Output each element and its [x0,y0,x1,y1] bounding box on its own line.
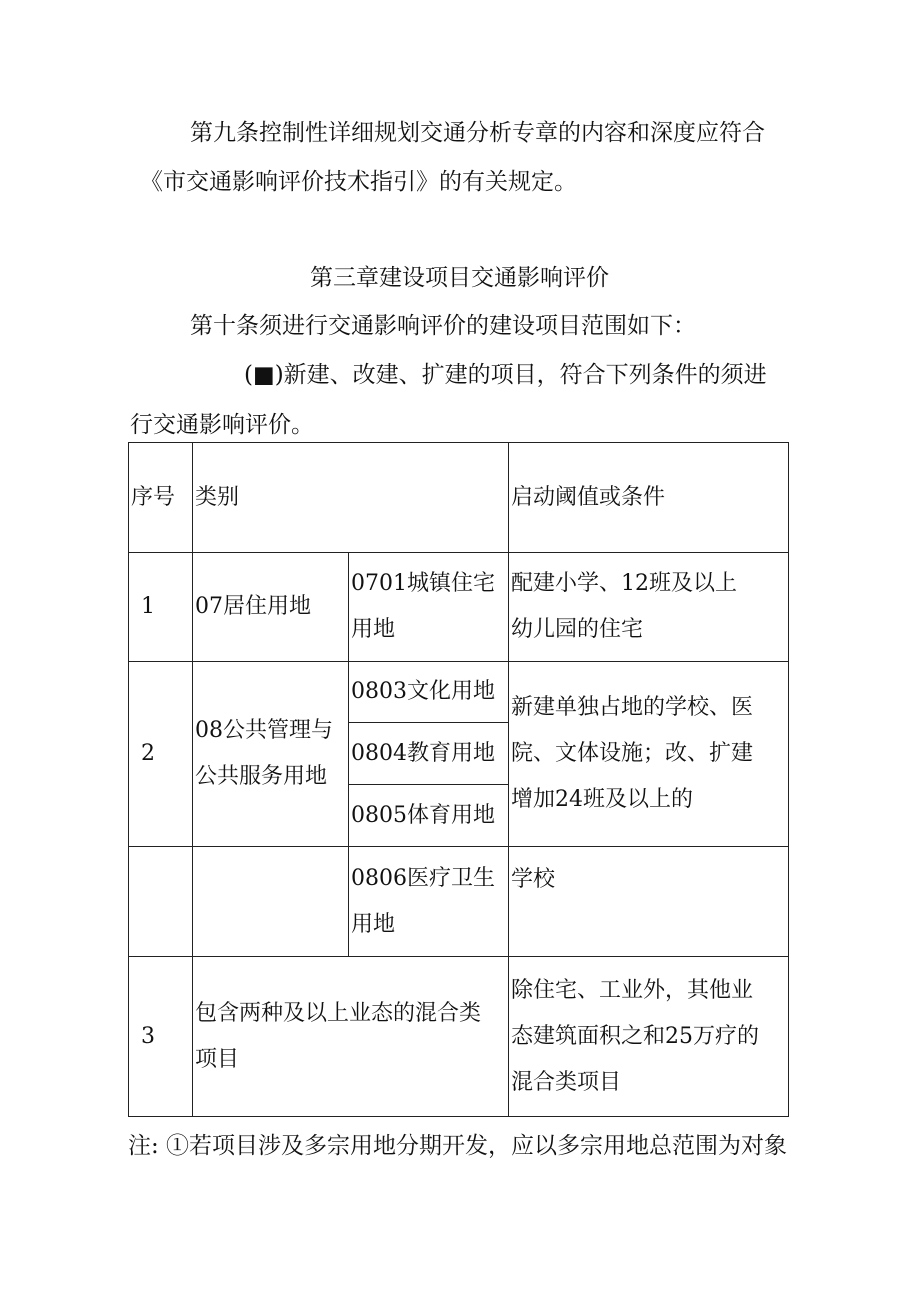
row3-condition [509,957,789,1117]
row1-sub [349,553,509,662]
article9-line1: 第九条控制性详细规划交通分析专章的内容和深度应符合 [190,120,765,146]
row1-condition [509,553,789,662]
chapter-title: 第三章建设项目交通影响评价 [310,265,609,291]
row1-category: 07居住用地 [193,553,349,662]
clause1-line1: (■)新建、改建、扩建的项目，符合下列条件的须进 [244,362,767,388]
row2-category-line2: 公共服务用地 [195,764,328,789]
row2b-sub-line2: 用地 [351,911,396,937]
row3-condition-line1: 除住宅、工业外，其他业 [511,977,754,1003]
row2-sub-b: 0804教育用地 [349,723,509,785]
row2-condition-line3: 增加24班及以上的 [511,787,694,812]
table-note: 注: ①若项目涉及多宗用地分期开发，应以多宗用地总范围为对象 [128,1133,788,1159]
row1-sub-line1: 0701城镇住宅 [351,571,495,596]
row3-no: 3 [129,957,193,1117]
article10: 第十条须进行交通影响评价的建设项目范围如下： [190,313,696,339]
header-category: 类别 [193,443,509,553]
row2-condition-line2: 院、文体设施；改、扩建 [511,741,754,766]
scope-table [128,442,789,1117]
row2-no: 2 [129,662,193,847]
table-row [129,847,789,957]
row1-sub-line2: 用地 [351,617,396,642]
row2-condition-line1: 新建单独占地的学校、医 [511,695,754,720]
table-row [129,957,789,1117]
row3-category-line1: 包含两种及以上业态的混合类 [195,1000,482,1026]
row3-category [193,957,509,1117]
row2b-category-empty [193,847,349,957]
row2-category-line1: 08公共管理与 [195,718,333,743]
row2b-sub [349,847,509,957]
row2-sub-c: 0805体育用地 [349,785,509,847]
clause1-line2: 行交通影响评价。 [130,412,314,438]
row2-category [193,662,349,847]
row2-condition [509,662,789,847]
header-condition: 启动阈值或条件 [509,443,789,553]
row3-condition-line2: 态建筑面积之和25万疗的 [511,1023,760,1049]
row3-category-line2: 项目 [195,1046,240,1072]
row2b-sub-line1: 0806医疗卫生 [351,865,495,891]
row1-condition-line2: 幼儿园的住宅 [511,617,644,642]
row2b-condition: 学校 [509,847,789,957]
table-header-row [129,443,789,553]
table-row [129,662,789,723]
row1-condition-line1: 配建小学、12班及以上 [511,571,738,596]
row2-sub-a: 0803文化用地 [349,662,509,723]
article9-line2: 《市交通影响评价技术指引》的有关规定。 [140,169,577,195]
row3-condition-line3: 混合类项目 [511,1069,622,1095]
row1-no: 1 [129,553,193,662]
header-no: 序号 [129,443,193,553]
row2b-no-empty [129,847,193,957]
table-row [129,553,789,662]
